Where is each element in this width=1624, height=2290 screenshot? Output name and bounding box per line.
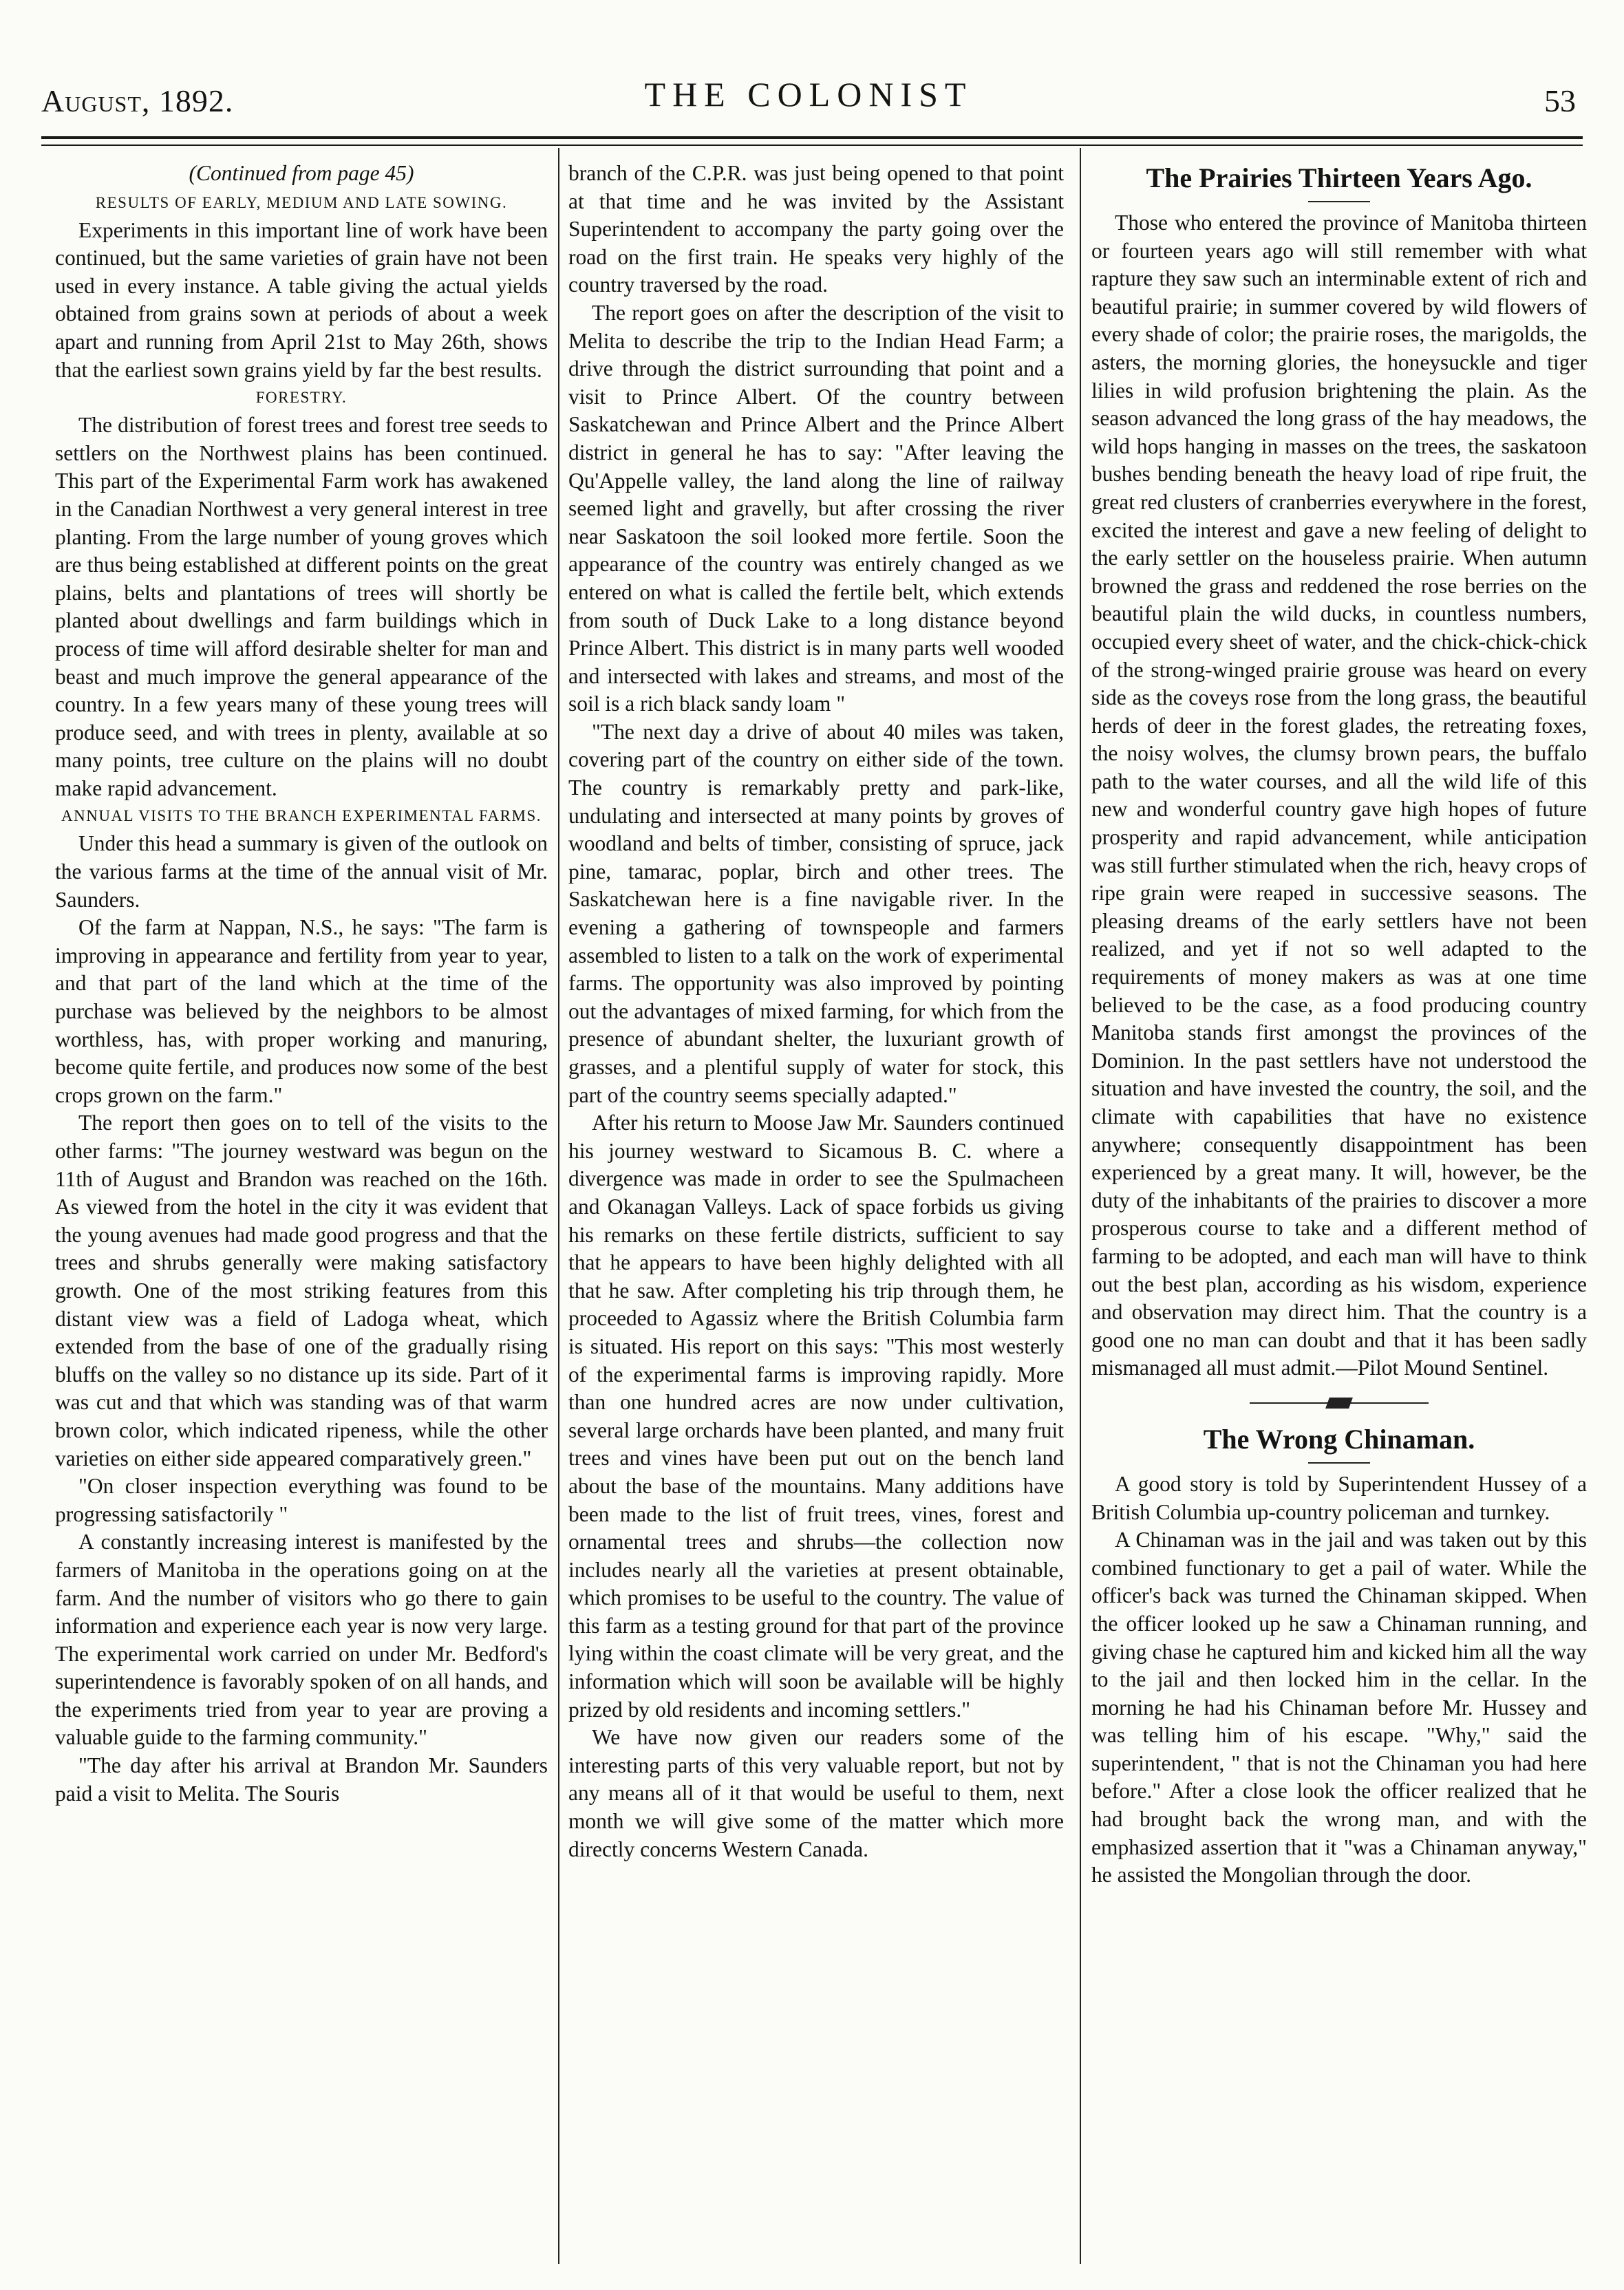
paragraph: After his return to Moose Jaw Mr. Saunders continued his journey westward to Sicamous B. C. where a divergence was made in order to see the Spulmacheen and Okanagan Valleys. Lack of space forbids us giving his remarks on these fertile districts, sufficient to say that he appears to have been highly delighted with all that he saw. After completing his trip through them, he proceeded to Agassiz where the British Columbia farm is situated. His report on this says: "This most westerly of the experimental farms is improving rapidly. More than one hundred acres are now under cultivation, several large orchards have been planted, and many fruit trees and vines have been put out on the bench land about the base of the mountains. Many additions have been made to the list of fruit trees, vines, forest and ornamental trees and shrubs—the collection now includes nearly all the varieties at present obtainable, which promises to be useful to the country. The value of this farm as a testing ground for that part of the province lying within the coast climate will be very great, and the information which will soon be available will be highly prized by old residents and incoming settlers."	[568, 1111, 1064, 1722]
paragraph: A Chinaman was in the jail and was taken out by this combined functionary to get a pail of water. While the officer's back was turned the Chinaman skipped. When the officer looked up he saw a Chinaman running, and giving chase he captured him and kicked him all the way to the jail and then locked him in the cellar. In the morning he had his Chinaman before Mr. Hussey and was telling him of his escape. "Why," said the superintendent, " that is not the Chinaman you had here before." After a close look the officer realized that he had brought back the wrong man, and with the emphasized assertion that it "was a Chinaman anyway," he assisted the Mongolian through the door.	[1091, 1528, 1587, 1887]
paragraph: Of the farm at Nappan, N.S., he says: "The farm is improving in appearance and fertility from year to year, and that part of the land which at the time of the purchase was believed by the neighbors to be almost worthless, has, with proper working and manuring, become quite fertile, and produces now some of the best crops grown on the farm."	[55, 915, 548, 1107]
paragraph: Those who entered the province of Manitoba thirteen or fourteen years ago will still remember with what rapture they saw such an interminable extent of rich and beautiful prairie; in summer covered by wild flowers of every shade of color; the prairie roses, the marigolds, the asters, the morning glories, the honeysuckle and tiger lilies in wild profusion brightening the plain. As the season advanced the long grass of the hay meadows, the wild hops hanging in masses on the trees, the saskatoon bushes bending beneath the heavy load of ripe fruit, the great red clusters of cranberries everywhere in the forest, excited the interest and gave a new feeling of delight to the early settler on the houseless prairie. When autumn browned the grass and reddened the rose berries on the beautiful plain the wild ducks, in countless numbers, occupied every sheet of water, and the chick-chick-chick of the strong-winged prairie grouse was heard on every side as the coveys rose from the long grass, the beautiful herds of deer in the forest glades, the retreating foxes, the noisy wolves, the clumsy brown pears, the buffalo path to the water courses, and all the wild life of this new and wonderful country gave high hopes of future prosperity and rapid advancement, while anticipation was still further stimulated when the rich, heavy crops of ripe grain were reaped in successive seasons. The pleasing dreams of the early settlers have not been realized, and yet if not so well adapted to the requirements of money makers as was at one time believed to be the case, as a food producing country Manitoba stands first amongst the provinces of the Dominion. In the past settlers have not understood the situation and have invested the country, the soil, and the climate with capabilities that have no existence anywhere; consequently disappointment has been experienced by a great many. It will, however, be the duty of the inhabitants of the prairies to discover a more prosperous course to take and a different method of farming to be adopted, and each man will have to think out the best plan, according as his wisdom, experience and observation may direct him. That the country is a good one no man can doubt and that it has been sadly mismanaged all must admit.—Pilot Mound Sentinel.	[1091, 211, 1587, 1380]
paragraph: The report goes on after the description of the visit to Melita to describe the trip to the Indian Head Farm; a drive through the district surrounding that point and a visit to Prince Albert. Of the country between Saskatchewan and Prince Albert and the Prince Albert district in general he has to say: "After leaving the Qu'Appelle valley, the land along the line of railway seemed light and gravelly, but after crossing the river near Saskatoon the soil looked more fertile. Soon the appearance of the country was entirely changed as we entered on what is called the fertile belt, which extends from south of Duck Lake to a long distance beyond Prince Albert. This district is in many parts well wooded and intersected with lakes and streams, and most of the soil is a rich black sandy loam "	[568, 300, 1064, 716]
headline-rule	[1308, 1462, 1370, 1464]
section-heading-annual-visits: ANNUAL VISITS TO THE BRANCH EXPERIMENTAL FARMS.	[61, 807, 542, 825]
paragraph: The report then goes on to tell of the visits to the other farms: "The journey westward was begun on the 11th of August and Brandon was reached on the 16th. As viewed from the hotel in the city it was evident that the young avenues had made good progress and that the trees and shrubs generally were making satisfactory growth. One of the most striking features from this distant view was a field of Ladoga wheat, which extended from the base of one of the gradually rising bluffs on the valley so no distance up its side. Part of it was cut and that which was standing was of that warm brown color, which indicated ripeness, while the other varieties on either side appeared comparatively green."	[55, 1111, 548, 1470]
paragraph: A good story is told by Superintendent Hussey of a British Columbia up-country policeman and turnkey.	[1091, 1471, 1587, 1524]
column-divider	[1080, 148, 1081, 2264]
masthead	[41, 74, 1576, 129]
column-3	[1091, 160, 1587, 2258]
divider-ornament	[1325, 1398, 1353, 1409]
article-divider	[1091, 1389, 1587, 1417]
column-2	[568, 160, 1064, 2258]
paragraph: "On closer inspection everything was found to be progressing satisfactorily "	[55, 1474, 548, 1526]
column-1	[55, 160, 548, 2258]
headline-prairies: The Prairies Thirteen Years Ago.	[1146, 162, 1532, 193]
section-heading-results: RESULTS OF EARLY, MEDIUM AND LATE SOWING.	[95, 193, 508, 211]
header-rule	[41, 136, 1583, 139]
page-number: 53	[1544, 83, 1576, 118]
newspaper-title: THE COLONIST	[644, 75, 973, 114]
paragraph: Experiments in this important line of work have been continued, but the same varieties of grain have not been used in every instance. A table giving the actual yields obtained from grains sown at periods of about a week apart and running from April 21st to May 26th, shows that the earliest sown grains yield by far the best results.	[55, 217, 548, 382]
continued-note: (Continued from page 45)	[189, 161, 414, 185]
paragraph: "The day after his arrival at Brandon Mr. Saunders paid a visit to Melita. The Souris	[55, 1753, 548, 1806]
paragraph: A constantly increasing interest is manifested by the farmers of Manitoba in the operations going on at the farm. And the number of visitors who go there to gain information and experience each year is now very large. The experimental work carried on under Mr. Bedford's superintendence is favorably spoken of on all hands, and the experiments tried from year to year are proving a valuable guide to the farming community."	[55, 1530, 548, 1750]
headline-rule	[1308, 201, 1370, 202]
header-rule-thin	[41, 145, 1583, 146]
paragraph: We have now given our readers some of the interesting parts of this very valuable report, but not by any means all of it that would be useful to them, next month we will give some of the matter which more directly concerns Western Canada.	[568, 1725, 1064, 1861]
paragraph: branch of the C.P.R. was just being opened to that point at that time and he was invited by the Assistant Superintendent to accompany the party going over the road on the first train. He speaks very highly of the country traversed by the road.	[568, 161, 1064, 297]
paragraph: "The next day a drive of about 40 miles was taken, covering part of the country on either side of the town. The country is remarkably pretty and park-like, undulating and intersected at many points by groves of woodland and belts of timber, consisting of spruce, jack pine, tamarac, poplar, birch and other trees. The Saskatchewan here is a fine navigable river. In the evening a gathering of townspeople and farmers assembled to listen to a talk on the work of experimental farms. The opportunity was also improved by pointing out the advantages of mixed farming, for which from the presence of abundant shelter, the luxuriant growth of grasses, and a plentiful supply of water for stock, this part of the country seems specially adapted."	[568, 719, 1064, 1107]
paragraph: Under this head a summary is given of the outlook on the various farms at the time of the annual visit of Mr. Saunders.	[55, 831, 548, 912]
headline-wrong-chinaman: The Wrong Chinaman.	[1203, 1423, 1475, 1455]
column-divider	[558, 148, 559, 2264]
issue-date: August, 1892.	[41, 83, 234, 118]
paragraph: The distribution of forest trees and forest tree seeds to settlers on the Northwest plains has been continued. This part of the Experimental Farm work has awakened in the Canadian Northwest a very general interest in tree planting. From the large number of young groves which are thus being established at different points on the great plains, belts and plantations of trees will shortly be planted about dwellings and farm buildings which in process of time will afford desirable shelter for man and beast and much improve the general appearance of the country. In a few years many of these young trees will produce seed, and with trees in plenty, available at so many points, tree culture on the plains will no doubt make rapid advancement.	[55, 413, 548, 800]
section-heading-forestry: FORESTRY.	[255, 389, 348, 407]
